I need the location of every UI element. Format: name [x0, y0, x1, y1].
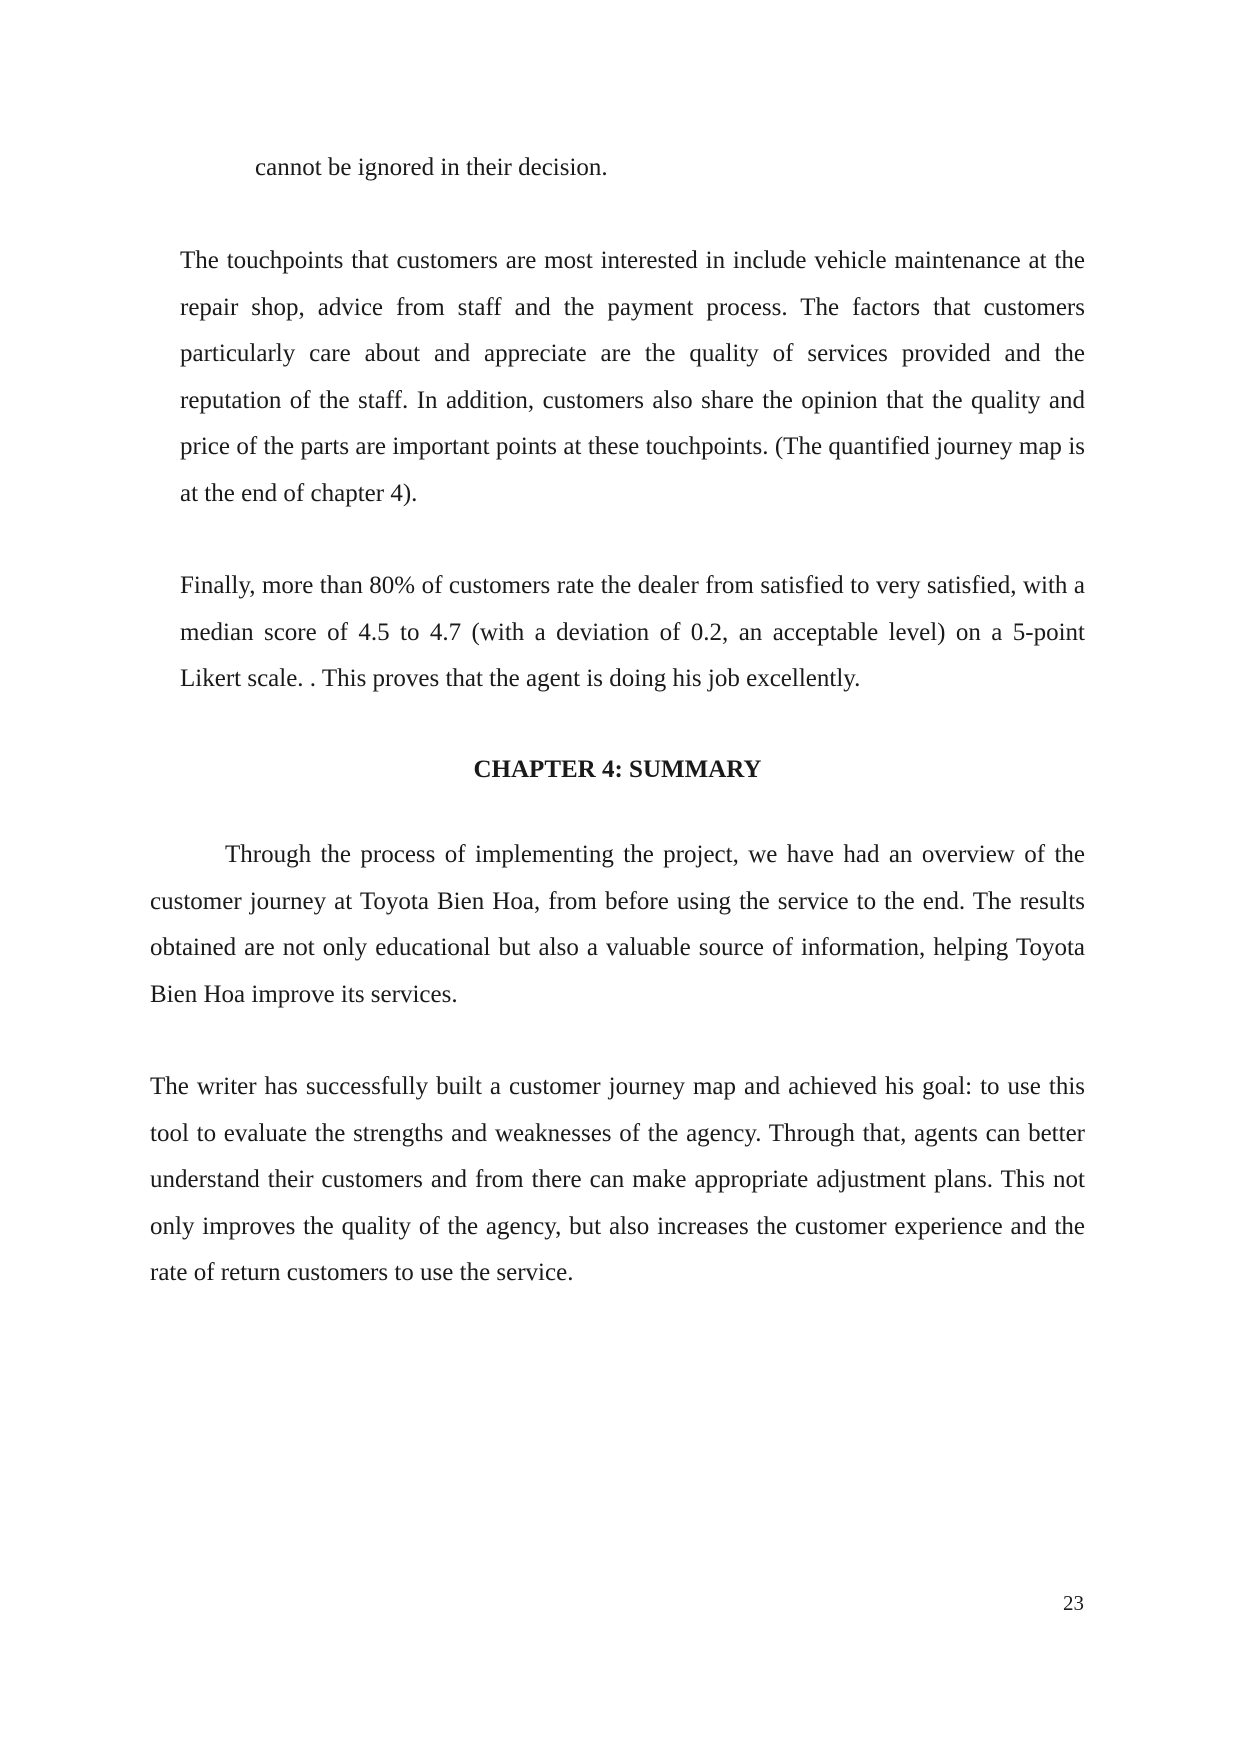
- paragraph-touchpoints: The touchpoints that customers are most interested in include vehicle maintenance at the repair shop, advice from staff and the payment process. The factors that customers particularly care about and appreciate are the quality of services provided and the reputation of the staff. In addition, customers also share the opinion that the quality and price of the parts are important points at these touchpoints. (The quantified journey map is at the end of chapter 4).: [180, 247, 1085, 507]
- paragraph-conclusion: The writer has successfully built a customer journey map and achieved his goal: to use this tool to evaluate the strengths and weaknesses of the agency. Through that, agents can better understand their customers and from there can make appropriate adjustment plans. This not only improves the quality of the agency, but also increases the customer experience and the rate of return customers to use the service.: [150, 1073, 1085, 1286]
- paragraph-overview: Through the process of implementing the project, we have had an overview of the customer journey at Toyota Bien Hoa, from before using the service to the end. The results obtained are not only educational but also a valuable source of information, helping Toyota Bien Hoa improve its services.: [150, 841, 1085, 1008]
- continuation-text: cannot be ignored in their decision.: [255, 154, 608, 181]
- paragraph-rating: Finally, more than 80% of customers rate the dealer from satisfied to very satisfied, with a median score of 4.5 to 4.7 (with a deviation of 0.2, an acceptable level) on a 5-point Likert scale. . This proves that the agent is doing his job excellently.: [180, 572, 1085, 692]
- chapter-heading: CHAPTER 4: SUMMARY: [473, 756, 762, 783]
- page-number: 23: [1063, 1591, 1084, 1615]
